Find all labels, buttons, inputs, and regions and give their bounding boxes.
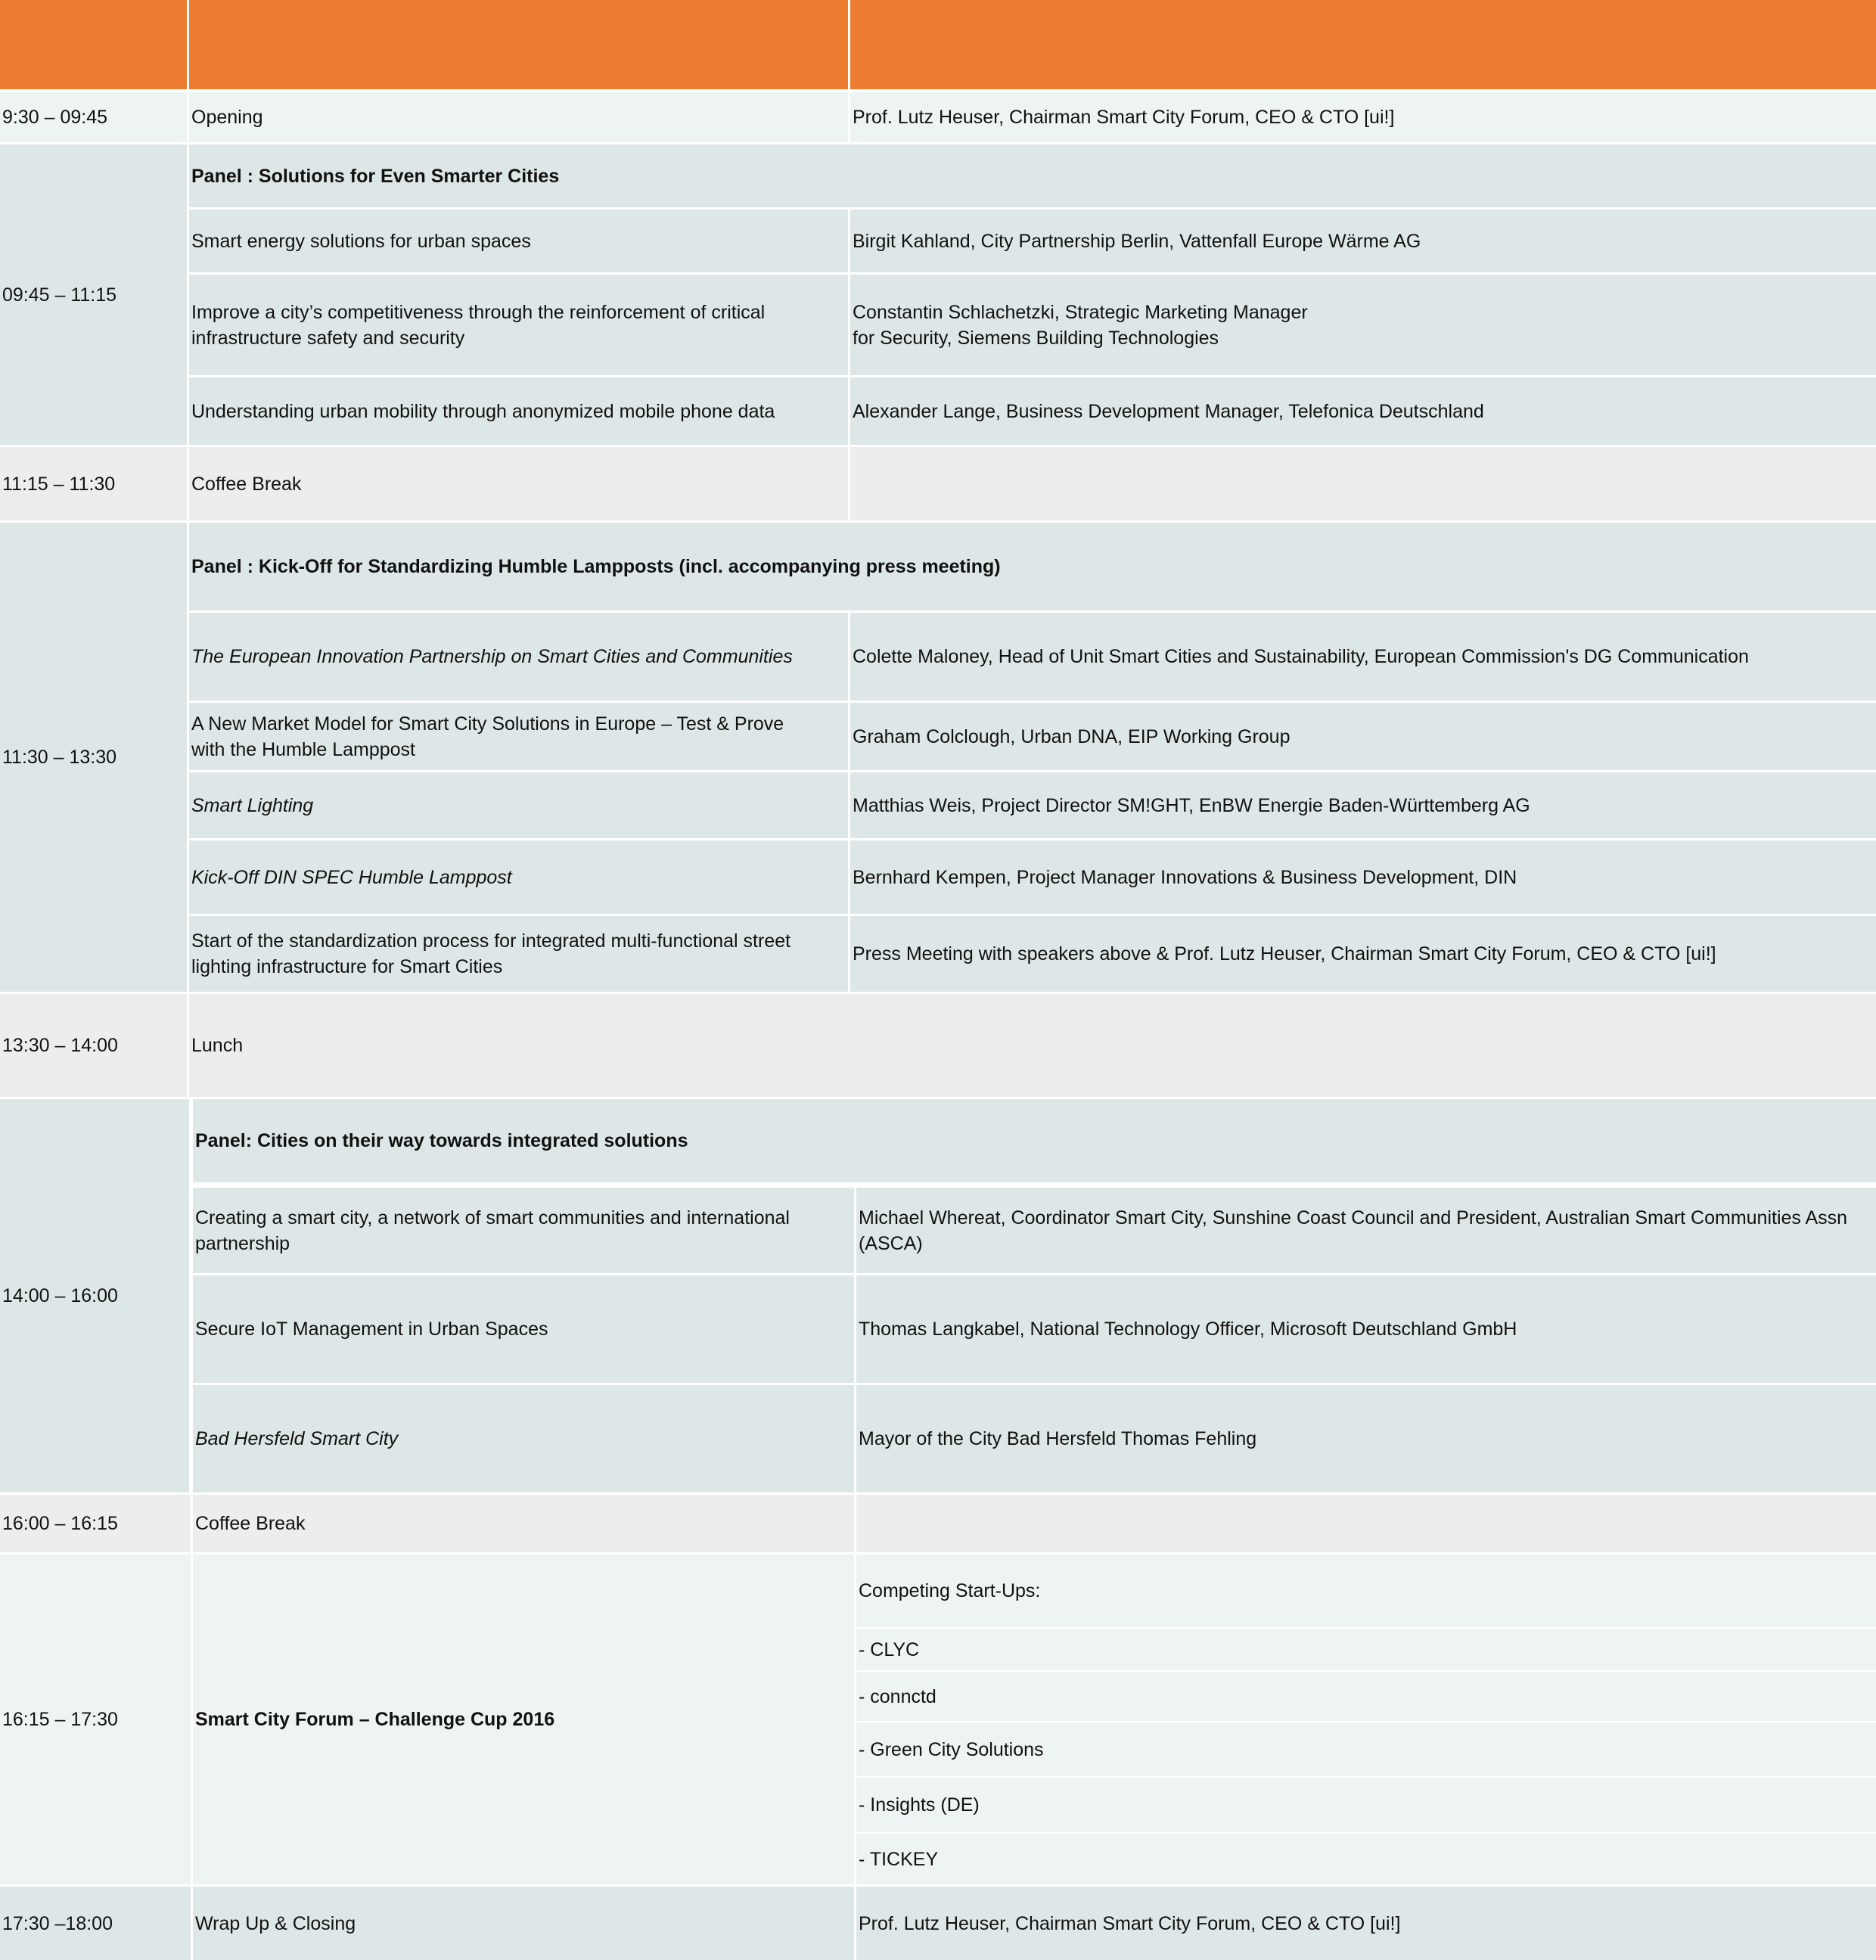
speaker-line: Colette Maloney, Head of Unit Smart Cities and Sustainability, European Commission's DG Communication xyxy=(853,646,1749,667)
talk-title-line: lighting infrastructure for Smart Cities xyxy=(191,956,503,977)
break2-title: Coffee Break xyxy=(193,1495,854,1552)
panel2-talk2-title xyxy=(189,703,848,770)
header-time-cell xyxy=(0,0,187,89)
panel2-talk5-speaker xyxy=(850,916,1876,992)
panel2-talk1-speaker xyxy=(850,613,1876,700)
talk-title-line: infrastructure safety and security xyxy=(191,327,465,349)
talk-title-line: Secure IoT Management in Urban Spaces xyxy=(195,1319,548,1340)
startup-item: - connctd xyxy=(856,1672,1876,1721)
panel1-talk1-title xyxy=(189,210,848,272)
header-speaker-cell xyxy=(850,0,1876,89)
panel3-talk2-speaker xyxy=(856,1275,1876,1383)
talk-title-line: Kick-Off DIN SPEC Humble Lamppost xyxy=(191,866,512,888)
break1-time: 11:15 – 11:30 xyxy=(0,447,187,520)
opening-speaker: Prof. Lutz Heuser, Chairman Smart City Forum, CEO & CTO [ui!] xyxy=(850,92,1876,142)
closing-time: 17:30 –18:00 xyxy=(0,1887,191,1960)
startups-heading: Competing Start-Ups: xyxy=(856,1555,1876,1627)
panel1-title: Panel : Solutions for Even Smarter Cities xyxy=(189,144,1876,207)
speaker-line: for Security, Siemens Building Technologies xyxy=(853,327,1219,349)
talk-title-line: partnership xyxy=(195,1232,290,1254)
speaker-line: Michael Whereat, Coordinator Smart City, Sunshine Coast Council and President, Australian Smart Communities Assn xyxy=(859,1207,1848,1228)
speaker-line: Press Meeting with speakers above & Prof. Lutz Heuser, Chairman Smart City Forum, CEO & CTO [ui!] xyxy=(853,943,1716,964)
challenge-time: 16:15 – 17:30 xyxy=(0,1555,191,1884)
talk-title-line: The European Innovation Partnership on Smart Cities and Communities xyxy=(191,646,793,667)
break1-title: Coffee Break xyxy=(189,447,848,520)
panel2-talk5-title xyxy=(189,916,848,992)
panel2-talk4-title xyxy=(189,840,848,914)
talk-title-line: Improve a city’s competitiveness through the reinforcement of critical xyxy=(191,301,766,323)
panel2-title: Panel : Kick-Off for Standardizing Humble Lampposts (incl. accompanying press meeting) xyxy=(189,523,1876,610)
header-topic-cell xyxy=(189,0,848,89)
panel1-talk2-speaker xyxy=(850,275,1876,375)
panel2-time: 11:30 – 13:30 xyxy=(0,523,187,992)
panel1-talk1-speaker xyxy=(850,210,1876,272)
speaker-line: Birgit Kahland, City Partnership Berlin, Vattenfall Europe Wärme AG xyxy=(853,230,1421,252)
opening-time: 9:30 – 09:45 xyxy=(0,92,187,142)
talk-title-line: Smart energy solutions for urban spaces xyxy=(191,230,531,252)
panel2-talk1-title xyxy=(189,613,848,700)
startup-item: - TICKEY xyxy=(856,1834,1876,1884)
panel1-talk3-title xyxy=(189,377,848,445)
break2-time: 16:00 – 16:15 xyxy=(0,1495,191,1552)
panel2-talk3-speaker xyxy=(850,772,1876,838)
lunch-time: 13:30 – 14:00 xyxy=(0,994,187,1097)
talk-title-line: Bad Hersfeld Smart City xyxy=(195,1428,399,1449)
panel3-talk3-speaker xyxy=(856,1385,1876,1493)
speaker-line: Mayor of the City Bad Hersfeld Thomas Fehling xyxy=(859,1428,1257,1449)
speaker-line: Constantin Schlachetzki, Strategic Marketing Manager xyxy=(853,301,1308,323)
talk-title-line: Start of the standardization process for integrated multi-functional street xyxy=(191,930,791,952)
lunch-title: Lunch xyxy=(189,994,1876,1097)
panel3-time: 14:00 – 16:00 xyxy=(0,1099,189,1493)
panel2-talk3-title xyxy=(189,772,848,838)
speaker-line: Alexander Lange, Business Development Manager, Telefonica Deutschland xyxy=(853,400,1484,422)
panel1-time: 09:45 – 11:15 xyxy=(0,144,187,445)
talk-title-line: Creating a smart city, a network of smart communities and international xyxy=(195,1207,790,1228)
speaker-line: Bernhard Kempen, Project Manager Innovations & Business Development, DIN xyxy=(853,866,1517,888)
startup-item: - Insights (DE) xyxy=(856,1778,1876,1832)
opening-title: Opening xyxy=(189,92,848,142)
speaker-line: Graham Colclough, Urban DNA, EIP Working Group xyxy=(853,725,1291,747)
speaker-line: (ASCA) xyxy=(859,1232,923,1254)
panel3-talk1-speaker xyxy=(856,1188,1876,1273)
panel3-title: Panel: Cities on their way towards integrated solutions xyxy=(193,1099,1876,1182)
panel2-talk4-speaker xyxy=(850,840,1876,914)
break1-speaker-empty xyxy=(850,447,1876,520)
panel3-talk2-title xyxy=(193,1275,854,1383)
talk-title-line: A New Market Model for Smart City Solutions in Europe – Test & Prove xyxy=(191,713,784,735)
break2-speaker-empty xyxy=(856,1495,1876,1552)
panel3-talk1-title xyxy=(193,1188,854,1273)
speaker-line: Thomas Langkabel, National Technology Officer, Microsoft Deutschland GmbH xyxy=(859,1319,1517,1340)
challenge-title: Smart City Forum – Challenge Cup 2016 xyxy=(193,1555,854,1884)
talk-title-line: Smart Lighting xyxy=(191,794,314,816)
panel3-talk3-title xyxy=(193,1385,854,1493)
talk-title-line: Understanding urban mobility through anonymized mobile phone data xyxy=(191,400,775,422)
panel2-talk2-speaker xyxy=(850,703,1876,770)
closing-title: Wrap Up & Closing xyxy=(193,1887,854,1960)
closing-speaker: Prof. Lutz Heuser, Chairman Smart City Forum, CEO & CTO [ui!] xyxy=(856,1887,1876,1960)
panel1-talk2-title xyxy=(189,275,848,375)
startup-item: - CLYC xyxy=(856,1629,1876,1670)
speaker-line: Matthias Weis, Project Director SM!GHT, EnBW Energie Baden-Württemberg AG xyxy=(853,794,1530,816)
panel1-talk3-speaker xyxy=(850,377,1876,445)
startup-item: - Green City Solutions xyxy=(856,1722,1876,1776)
talk-title-line: with the Humble Lamppost xyxy=(191,738,415,760)
